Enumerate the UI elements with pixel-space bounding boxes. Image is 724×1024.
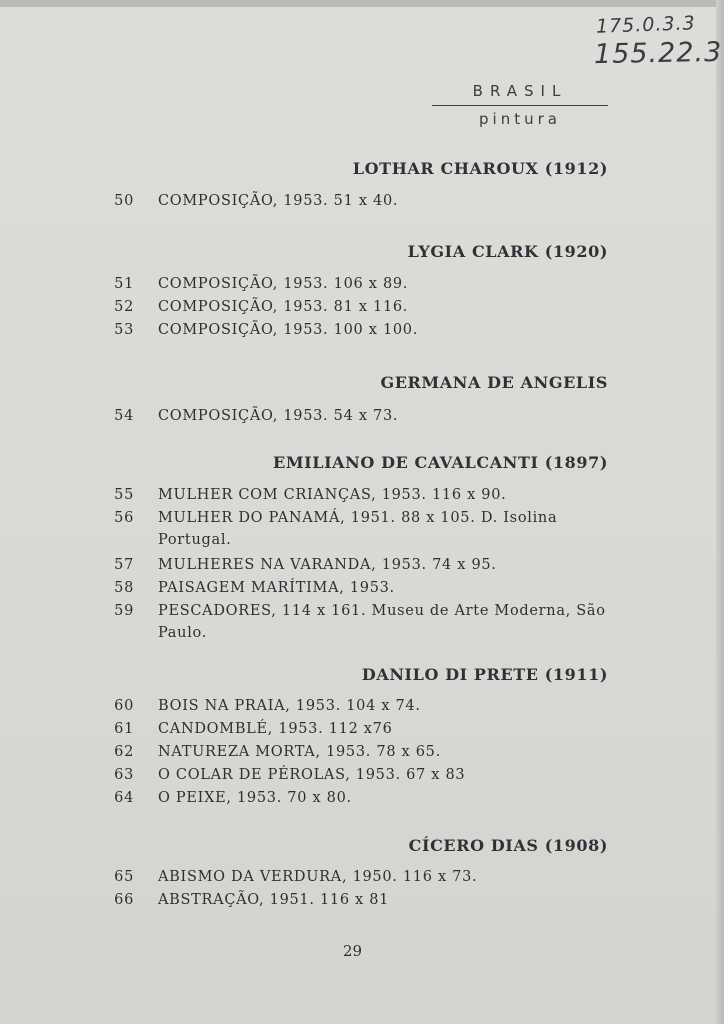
entry-number: 56 [114,510,134,526]
entry-number: 50 [114,193,134,209]
entry-text: COMPOSIÇÃO, 1953. 51 x 40. [158,193,399,209]
handwritten-code-2: 155.22.3 [593,36,723,71]
entry-number: 53 [114,322,134,338]
entry-number: 57 [114,557,134,573]
entry-number: 65 [114,869,134,885]
artist-heading: EMILIANO DE CAVALCANTI (1897) [273,453,608,472]
artist-heading: DANILO DI PRETE (1911) [361,665,608,684]
top-edge [0,0,724,7]
entry-number: 63 [114,767,134,783]
entry-text: ABISMO DA VERDURA, 1950. 116 x 73. [158,869,478,885]
entry-number: 59 [114,603,134,619]
entry-text: O PEIXE, 1953. 70 x 80. [158,790,352,806]
entry-number: 54 [114,408,134,424]
artist-heading: LYGIA CLARK (1920) [407,242,608,261]
entry-text: O COLAR DE PÉROLAS, 1953. 67 x 83 [158,767,466,783]
entry-text: COMPOSIÇÃO, 1953. 81 x 116. [158,299,409,315]
page-number: 29 [343,942,363,960]
entry-number: 60 [114,698,134,714]
entry-text: COMPOSIÇÃO, 1953. 54 x 73. [158,408,399,424]
entry-number: 66 [114,892,134,908]
entry-number: 61 [114,721,134,737]
entry-text: PAISAGEM MARÍTIMA, 1953. [158,580,395,596]
entry-number: 62 [114,744,134,760]
entry-number: 51 [114,276,134,292]
entry-text: ABSTRAÇÃO, 1951. 116 x 81 [158,892,390,908]
entry-text: PESCADORES, 114 x 161. Museu de Arte Moderna, São Paulo. [158,603,606,641]
section-header [432,82,608,128]
entry-text: BOIS NA PRAIA, 1953. 104 x 74. [158,698,421,714]
artist-heading: CÍCERO DIAS (1908) [408,836,608,855]
entry-text: NATUREZA MORTA, 1953. 78 x 65. [158,744,441,760]
handwritten-code-1: 175.0.3.3 [595,12,697,38]
entry-text: MULHER COM CRIANÇAS, 1953. 116 x 90. [158,487,507,503]
entry-number: 55 [114,487,134,503]
right-edge [716,0,724,1024]
artist-heading: LOTHAR CHAROUX (1912) [352,159,608,178]
entry-text: CANDOMBLÉ, 1953. 112 x76 [158,721,393,737]
entry-number: 58 [114,580,134,596]
entry-number: 52 [114,299,134,315]
country-title: BRASIL [472,82,568,100]
artist-heading: GERMANA DE ANGELIS [380,373,608,392]
entry-text: MULHER DO PANAMÁ, 1951. 88 x 105. D. Isolina Portugal. [158,510,558,548]
category-subtitle: pintura [479,110,561,128]
entry-number: 64 [114,790,134,806]
entry-text: MULHERES NA VARANDA, 1953. 74 x 95. [158,557,497,573]
entry-text: COMPOSIÇÃO, 1953. 106 x 89. [158,276,409,292]
header-divider [432,105,608,106]
entry-text: COMPOSIÇÃO, 1953. 100 x 100. [158,322,419,338]
